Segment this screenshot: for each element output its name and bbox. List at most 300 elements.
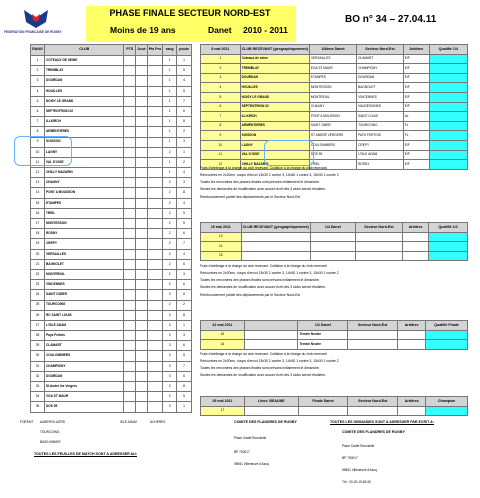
match-num: 14 xyxy=(201,242,242,252)
ptspro-cell xyxy=(147,198,163,208)
club-cell: HOUILLES xyxy=(44,86,123,96)
joue-cell xyxy=(136,76,147,86)
ptspro-cell xyxy=(147,320,163,330)
table-row xyxy=(201,64,468,74)
quarter-date: 15 mai 2011 xyxy=(201,223,242,233)
ptspro-cell xyxy=(147,229,163,239)
pts-cell xyxy=(124,392,136,402)
ptspro-cell xyxy=(147,392,163,402)
team-c: VAUDESIONES xyxy=(357,102,404,112)
table-row xyxy=(201,340,468,350)
round16-col-qual: Qualifié 1/4 xyxy=(429,45,467,55)
division-label: Danet xyxy=(208,25,232,35)
match-num: 2 xyxy=(201,64,241,74)
team-b: TRIEL xyxy=(309,160,356,170)
joue-cell xyxy=(136,402,147,412)
referee: EIF xyxy=(403,92,429,102)
final-ref: Arbitres xyxy=(398,397,426,407)
table-row xyxy=(31,219,192,229)
club-cell: COTEAUX DE SEINE xyxy=(44,56,123,66)
rang-cell: 1 xyxy=(163,66,177,76)
club-cell: St Andre les Vergers xyxy=(44,382,123,392)
club-cell: MONTREUIL xyxy=(44,269,123,279)
rank-cell: 16 xyxy=(31,208,45,218)
club-cell: ETAMPES xyxy=(44,198,123,208)
ptspro-cell xyxy=(147,331,163,341)
ptspro-cell xyxy=(147,76,163,86)
final-champion: Champion xyxy=(426,397,468,407)
pts-cell xyxy=(124,371,136,381)
poule-cell: 5 xyxy=(177,351,192,361)
qualified-cell xyxy=(429,242,468,252)
poule-cell: 3 xyxy=(177,269,192,279)
table-row xyxy=(31,117,192,127)
quarter-col-recv: CLUB RECEVANT (géographiquement) xyxy=(241,223,310,233)
pts-cell xyxy=(124,117,136,127)
club-cell: LAGNY xyxy=(44,147,123,157)
rang-cell: 3 xyxy=(163,331,177,341)
final-date: 29 mai 2011 xyxy=(201,397,245,407)
table-row xyxy=(31,361,192,371)
pts-cell xyxy=(124,341,136,351)
joue-cell xyxy=(136,249,147,259)
pts-cell xyxy=(124,320,136,330)
rank-cell: 1 xyxy=(31,56,45,66)
ptspro-cell xyxy=(147,86,163,96)
rank-cell: 34 xyxy=(31,392,45,402)
col-club: CLUB xyxy=(44,45,123,56)
pts-cell xyxy=(124,66,136,76)
highlight-circle xyxy=(14,136,72,166)
rang-cell: 1 xyxy=(163,168,177,178)
footer-right-line-3: 59651 Villeneuve d'Ascq xyxy=(342,468,377,472)
table-row xyxy=(201,140,468,150)
snote-3: Toutes les rencontres des phases finales sont prévues initialement le dimanche. xyxy=(200,366,320,371)
rank-cell: 5 xyxy=(31,96,45,106)
club-cell: SOISSON xyxy=(44,137,123,147)
ptspro-cell xyxy=(147,239,163,249)
rang-cell: 3 xyxy=(163,351,177,361)
ptspro-cell xyxy=(147,147,163,157)
rang-cell: 2 xyxy=(163,300,177,310)
pts-cell xyxy=(124,137,136,147)
rank-cell: 27 xyxy=(31,320,45,330)
col-pts-pro: Pts Pro xyxy=(147,45,163,56)
referee: EIF xyxy=(403,83,429,93)
rang-cell: 1 xyxy=(163,127,177,137)
referee: FL xyxy=(403,131,429,141)
bo-number: BO n° 34 – 27.04.11 xyxy=(345,14,437,25)
rank-cell: 33 xyxy=(31,382,45,392)
club-cell: COULOMMIERS xyxy=(44,351,123,361)
poule-cell: 8 xyxy=(177,117,192,127)
table-row xyxy=(201,150,468,160)
poule-cell: 7 xyxy=(177,239,192,249)
snote-1: Frais d'arbitrage à la charge du club recevant. Collation à la charge du club recevant. xyxy=(200,352,328,356)
ptspro-cell xyxy=(147,310,163,320)
table-row xyxy=(31,229,192,239)
poule-cell: 1 xyxy=(177,56,192,66)
poule-cell: 7 xyxy=(177,96,192,106)
round16-header xyxy=(201,45,468,55)
round16-col-ref: Arbitres xyxy=(403,45,429,55)
note-1: Frais d'arbitrage à la charge du club recevant. Collation à la charge du club recevant. xyxy=(200,166,328,170)
club-cell: TOURCOING xyxy=(44,300,123,310)
table-row xyxy=(201,73,468,83)
team-c: BAGNOLET xyxy=(357,83,404,93)
round16-date: 8 mai 2011 xyxy=(201,45,241,55)
table-row xyxy=(201,54,468,64)
poule-cell: 3 xyxy=(177,178,192,188)
footer-mid-title: COMITE DES FLANDRES DE RUGBY xyxy=(234,420,297,424)
ptspro-cell xyxy=(147,280,163,290)
semi-table xyxy=(200,320,468,350)
qualified-cell xyxy=(429,251,468,261)
team-c: SAINT LOUIS xyxy=(357,112,404,122)
qualified-cell xyxy=(429,64,467,74)
poule-cell: 1 xyxy=(177,320,192,330)
poule-cell: 8 xyxy=(177,290,192,300)
rang-cell: 3 xyxy=(163,402,177,412)
club-cell: SAINT DIZIER xyxy=(44,290,123,300)
joue-cell xyxy=(136,117,147,127)
club-cell: CHAUNY xyxy=(44,178,123,188)
rank-cell: 10 xyxy=(31,147,45,157)
table-row xyxy=(201,92,468,102)
pts-cell xyxy=(124,351,136,361)
snote-2: Rencontres en 2x20mn, coups d'envoi 13h30 2 contre 3, 14h30 1 contre 3, 15h30 1 contre 2 xyxy=(200,359,339,364)
joue-cell xyxy=(136,208,147,218)
team-b: CHAUNY xyxy=(309,102,356,112)
qualified-cell xyxy=(429,232,468,242)
rang-cell: 3 xyxy=(163,392,177,402)
semi-date: 22 mai 2011 xyxy=(201,321,245,331)
joue-cell xyxy=(136,351,147,361)
qualified-cell xyxy=(426,340,468,350)
round16-col-sector: Secteur Nord-Est xyxy=(357,45,404,55)
match-num: 15 xyxy=(201,330,245,340)
ptspro-cell xyxy=(147,96,163,106)
note-4: Seules les demandes de modification avec accord écrit des 3 clubs seront étudiées. xyxy=(200,187,326,192)
rank-cell: 8 xyxy=(31,127,45,137)
quarter-table xyxy=(200,222,468,261)
joue-cell xyxy=(136,239,147,249)
team-a: TREMBLAY xyxy=(240,64,309,74)
ptspro-cell xyxy=(147,127,163,137)
table-row xyxy=(201,251,468,261)
joue-cell xyxy=(136,310,147,320)
ptspro-cell xyxy=(147,259,163,269)
rang-cell: 1 xyxy=(163,86,177,96)
forfait-club-3: BASS MINIER xyxy=(40,440,61,444)
rang-cell: 1 xyxy=(163,157,177,167)
rang-cell: 3 xyxy=(163,290,177,300)
referee: EIF xyxy=(403,150,429,160)
poule-cell: 6 xyxy=(177,229,192,239)
referee: EIF xyxy=(403,140,429,150)
rank-cell: 9 xyxy=(31,137,45,147)
poule-cell: 6 xyxy=(177,280,192,290)
rang-cell: 3 xyxy=(163,310,177,320)
semi-col-qual: Qualifié Finale xyxy=(426,321,468,331)
ptspro-cell xyxy=(147,188,163,198)
notes-quarter xyxy=(200,264,470,297)
rank-cell: 7 xyxy=(31,117,45,127)
joue-cell xyxy=(136,361,147,371)
team-b: ST ANDRE VERGERS xyxy=(309,131,356,141)
table-row xyxy=(31,341,192,351)
team-a: CHILLY MAZARIN xyxy=(240,160,309,170)
referee: FL xyxy=(403,121,429,131)
team-a: Coteaux de seine xyxy=(240,54,309,64)
ptspro-cell xyxy=(147,269,163,279)
table-row xyxy=(201,102,468,112)
ptspro-cell xyxy=(147,361,163,371)
rank-cell: 4 xyxy=(31,86,45,96)
poule-cell: 6 xyxy=(177,341,192,351)
referee: EIF xyxy=(403,102,429,112)
footer-left-title: TOUTES LES FEUILLES DE MATCH SONT A ADRESSER AU: xyxy=(34,452,137,456)
poule-cell: 2 xyxy=(177,127,192,137)
match-num: 13 xyxy=(201,232,242,242)
pts-cell xyxy=(124,331,136,341)
rank-cell: 31 xyxy=(31,361,45,371)
rank-cell: 3 xyxy=(31,76,45,86)
club-cell: CREPY xyxy=(44,239,123,249)
semi-col-round: 1/2 Danet xyxy=(298,321,348,331)
col-rang2: rang xyxy=(163,45,177,56)
table-row xyxy=(31,168,192,178)
col-rang: RANG xyxy=(31,45,45,56)
pts-cell xyxy=(124,290,136,300)
quarter-col-ref: Arbitres xyxy=(402,223,428,233)
rang-cell: 2 xyxy=(163,280,177,290)
notes-round16 xyxy=(200,166,470,199)
club-cell: RC SAINT LOUIS xyxy=(44,310,123,320)
table-row xyxy=(201,112,468,122)
qnote-1: Frais d'arbitrage à la charge du club recevant. Collation à la charge du club recevant. xyxy=(200,264,328,268)
match-num: 8 xyxy=(201,121,241,131)
joue-cell xyxy=(136,371,147,381)
joue-cell xyxy=(136,280,147,290)
ptspro-cell xyxy=(147,300,163,310)
pts-cell xyxy=(124,168,136,178)
venue-cell: Terrain Neutre xyxy=(298,340,348,350)
rang-cell: 3 xyxy=(163,382,177,392)
ptspro-cell xyxy=(147,351,163,361)
team-a: VAL D'OISE xyxy=(240,150,309,160)
table-row xyxy=(31,96,192,106)
poule-cell: 2 xyxy=(177,157,192,167)
ptspro-cell xyxy=(147,157,163,167)
club-cell: Pays Fertois xyxy=(44,331,123,341)
club-cell: DOURDAN xyxy=(44,371,123,381)
logo-text: FEDERATION FRANCAISE DE RUGBY xyxy=(4,30,62,34)
rank-cell: 24 xyxy=(31,290,45,300)
rank-cell: 21 xyxy=(31,259,45,269)
team-b: MONTREUIL xyxy=(309,92,356,102)
pts-cell xyxy=(124,219,136,229)
club-cell: CHILLY MAZARIN xyxy=(44,168,123,178)
ranking-header-row xyxy=(31,45,192,56)
rang-cell: 1 xyxy=(163,96,177,106)
round16-col-round: 1/8ème Danet xyxy=(309,45,356,55)
ptspro-cell xyxy=(147,168,163,178)
joue-cell xyxy=(136,259,147,269)
joue-cell xyxy=(136,137,147,147)
ptspro-cell xyxy=(147,290,163,300)
table-row xyxy=(31,310,192,320)
poule-cell: 6 xyxy=(177,259,192,269)
pts-cell xyxy=(124,178,136,188)
pts-cell xyxy=(124,56,136,66)
rang-cell: 2 xyxy=(163,178,177,188)
forfait-label: FORFAIT xyxy=(20,420,34,424)
club-cell: L'ISLE ADAM xyxy=(44,320,123,330)
poule-cell: 1 xyxy=(177,147,192,157)
club-cell: MONTESSON xyxy=(44,219,123,229)
ptspro-cell xyxy=(147,137,163,147)
poule-cell: 3 xyxy=(177,331,192,341)
team-c: L'ISLE ADAM xyxy=(357,150,404,160)
pts-cell xyxy=(124,229,136,239)
footer-right-line-1: Place Cadet Rouxselle xyxy=(342,444,375,448)
team-a: LAGNY xyxy=(240,140,309,150)
referee: EIF xyxy=(403,73,429,83)
pts-cell xyxy=(124,106,136,116)
team-b: COULOMMIERS xyxy=(309,140,356,150)
club-cell: ROSNY xyxy=(44,229,123,239)
poule-cell: 8 xyxy=(177,382,192,392)
rank-cell: 23 xyxy=(31,280,45,290)
highlight-circle-right xyxy=(264,140,314,166)
qualified-cell xyxy=(429,131,467,141)
final-row xyxy=(201,406,468,416)
ptspro-cell xyxy=(147,219,163,229)
club-cell: TREMBLAY xyxy=(44,66,123,76)
club-cell: DOURDAN xyxy=(44,76,123,86)
qnote-3: Toutes les rencontres des phases finales sont prévues initialement le dimanche. xyxy=(200,278,320,283)
qnote-5: Remboursement partiel des déplacements par le Secteur Nord-Est xyxy=(200,293,301,298)
table-row xyxy=(31,208,192,218)
rang-cell: 2 xyxy=(163,208,177,218)
team-c: CLAMART xyxy=(357,54,404,64)
table-row xyxy=(31,290,192,300)
table-row xyxy=(31,239,192,249)
match-num: 4 xyxy=(201,83,241,93)
club-cell: NOISY LE GRAND xyxy=(44,96,123,106)
table-row xyxy=(31,66,192,76)
note-5: Remboursement partiel des déplacements par le Secteur Nord-Est xyxy=(200,195,301,200)
rank-cell: 26 xyxy=(31,310,45,320)
team-a: ILLKIRCH xyxy=(240,112,309,122)
pts-cell xyxy=(124,310,136,320)
ptspro-cell xyxy=(147,402,163,412)
team-c: ROSNY xyxy=(357,160,404,170)
poule-cell: 4 xyxy=(177,198,192,208)
table-row xyxy=(31,76,192,86)
joue-cell xyxy=(136,229,147,239)
joue-cell xyxy=(136,320,147,330)
match-num: 3 xyxy=(201,73,241,83)
table-row xyxy=(31,280,192,290)
footer-right-sub: COMITE DES FLANDRES DE RUGBY xyxy=(342,430,405,434)
rank-cell: 18 xyxy=(31,229,45,239)
match-num: 16 xyxy=(201,340,245,350)
joue-cell xyxy=(136,178,147,188)
poule-cell: 5 xyxy=(177,86,192,96)
rank-cell: 14 xyxy=(31,188,45,198)
pts-cell xyxy=(124,361,136,371)
qualified-cell xyxy=(429,150,467,160)
pts-cell xyxy=(124,96,136,106)
pts-cell xyxy=(124,269,136,279)
table-row xyxy=(31,371,192,381)
pts-cell xyxy=(124,188,136,198)
table-row xyxy=(31,300,192,310)
poule-cell: 5 xyxy=(177,392,192,402)
referee: EIF xyxy=(403,54,429,64)
table-row xyxy=(201,242,468,252)
team-a: SOISSON xyxy=(240,131,309,141)
joue-cell xyxy=(136,168,147,178)
final-venue: Lieux: BEAUNE xyxy=(244,397,298,407)
match-num: 9 xyxy=(201,131,241,141)
quarter-col-round: 1/4 Danet xyxy=(310,223,355,233)
pts-cell xyxy=(124,86,136,96)
joue-cell xyxy=(136,56,147,66)
rank-cell: 25 xyxy=(31,300,45,310)
rank-cell: 2 xyxy=(31,66,45,76)
club-cell: ILLKIRCH xyxy=(44,117,123,127)
club-cell: BAGNOLET xyxy=(44,259,123,269)
table-row xyxy=(201,330,468,340)
team-a: SEPTENTRION 02 xyxy=(240,102,309,112)
qualified-cell xyxy=(429,83,467,93)
ptspro-cell xyxy=(147,382,163,392)
match-num: 11 xyxy=(201,150,241,160)
qualified-cell xyxy=(429,54,467,64)
rang-cell: 1 xyxy=(163,56,177,66)
col-joue: Joué xyxy=(136,45,147,56)
ptspro-cell xyxy=(147,371,163,381)
club-cell: VERSAILLES xyxy=(44,249,123,259)
table-row xyxy=(31,56,192,66)
club-cell: SEPTENTRION 02 xyxy=(44,106,123,116)
table-row xyxy=(31,198,192,208)
joue-cell xyxy=(136,147,147,157)
team-c: TOURCOING xyxy=(357,121,404,131)
rank-cell: 30 xyxy=(31,351,45,361)
poule-cell: 8 xyxy=(177,188,192,198)
rang-cell: 3 xyxy=(163,341,177,351)
ptspro-cell xyxy=(147,56,163,66)
ptspro-cell xyxy=(147,208,163,218)
club-cell: DOS 95 xyxy=(44,402,123,412)
ptspro-cell xyxy=(147,106,163,116)
club-cell: VINCENNES xyxy=(44,280,123,290)
joue-cell xyxy=(136,157,147,167)
rank-cell: 17 xyxy=(31,219,45,229)
table-row xyxy=(31,86,192,96)
semi-col-sector: Secteur Nord-Est xyxy=(348,321,398,331)
pts-cell xyxy=(124,127,136,137)
pts-cell xyxy=(124,382,136,392)
qualified-cell xyxy=(429,121,467,131)
team-a: ARMENTIERES xyxy=(240,121,309,131)
season-label: 2010 - 2011 xyxy=(243,25,288,35)
snote-4: Seules les demandes de modification avec accord écrit des 3 clubs seront étudiées. xyxy=(200,373,326,378)
